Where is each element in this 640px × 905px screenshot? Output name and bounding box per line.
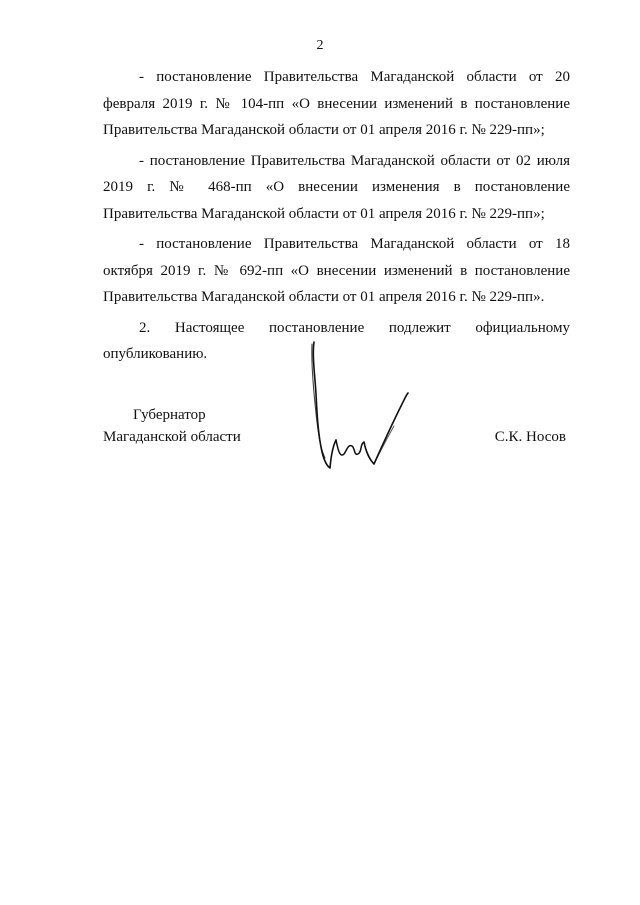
paragraph-decree-468: - постановление Правительства Магаданской области от 02 июля 2019 г. № 468-пп «О внесении изменения в постановление Правительства Магаданской области от 01 апреля 2016 г. № 229-пп»;: [103, 152, 570, 222]
document-body: [103, 64, 570, 372]
signatory-title-line-1: Губернатор: [133, 407, 206, 423]
signatory-title-line-2: Магаданской области: [103, 429, 241, 445]
signatory-name: С.К. Носов: [494, 429, 566, 445]
handwritten-signature: [300, 336, 420, 476]
page-number: 2: [316, 38, 324, 53]
paragraph-decree-104: - постановление Правительства Магаданской области от 20 февраля 2019 г. № 104-пп «О внесении изменений в постановление Правительства Магаданской области от 01 апреля 2016 г. № 229-пп»;: [103, 69, 570, 138]
paragraph-publication-clause: 2. Настоящее постановление подлежит официальному опубликованию.: [103, 319, 570, 362]
paragraph-decree-692: - постановление Правительства Магаданской области от 18 октября 2019 г. № 692-пп «О внесении изменений в постановление Правительства Магаданской области от 01 апреля 2016 г. № 229-пп».: [103, 236, 570, 305]
